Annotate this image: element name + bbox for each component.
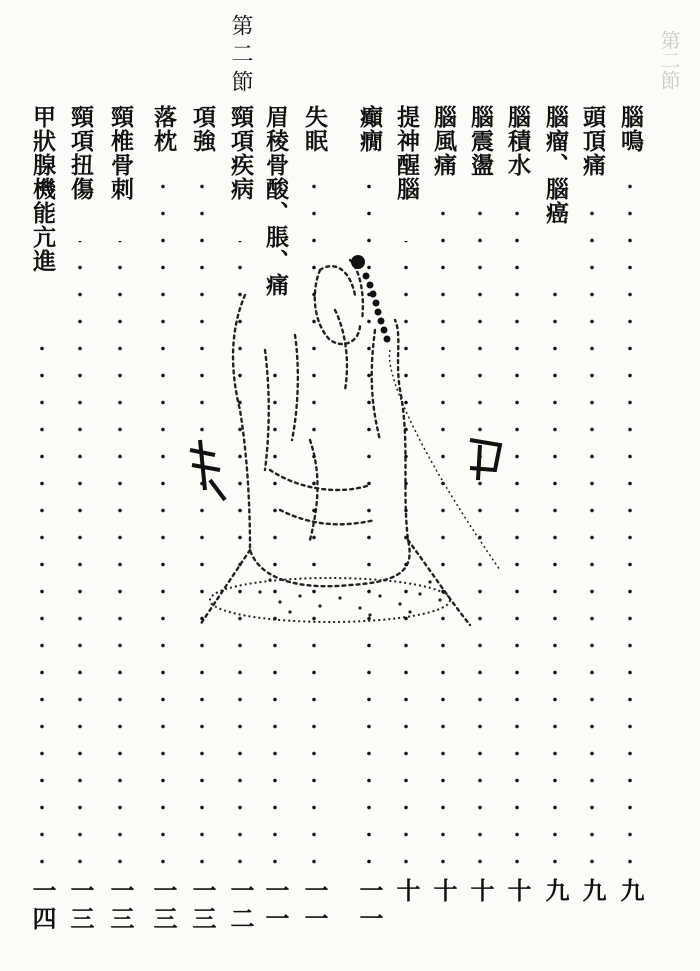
dot-leader (590, 210, 594, 875)
toc-entry-title: 腦積水 (504, 105, 531, 177)
dot-leader (441, 210, 445, 875)
toc-entry-title: 失眠 (301, 105, 328, 153)
dot-leader (238, 241, 242, 875)
dot-leader (273, 365, 277, 875)
dot-leader (404, 241, 408, 875)
toc-entry (354, 105, 384, 875)
bleed-through-text: 第二節 (657, 30, 681, 90)
toc-page-number: 九 (616, 878, 645, 906)
toc-page-number: 九 (578, 878, 607, 906)
toc-entry (428, 105, 458, 875)
toc-page-number: 十 (503, 878, 532, 906)
dot-leader (553, 272, 557, 875)
dot-leader (367, 179, 371, 875)
dot-leader (118, 241, 122, 875)
toc-entry-title: 頭頂痛 (579, 105, 606, 177)
toc-page-number: 一一 (355, 878, 384, 934)
section-title: 第二節 (228, 14, 253, 98)
toc-entry (148, 105, 178, 875)
toc-entry (187, 105, 217, 875)
toc-page-number: 一三 (106, 878, 135, 934)
toc-entry (65, 105, 95, 875)
dot-leader (515, 210, 519, 875)
toc-entry (299, 105, 329, 875)
toc-page-number: 十 (466, 878, 495, 906)
toc-page-number: 一一 (261, 878, 290, 934)
toc-entry (260, 105, 290, 875)
toc-entry-title: 頸項扭傷 (67, 105, 94, 201)
dot-leader (78, 241, 82, 875)
toc-entry (105, 105, 135, 875)
dot-leader (628, 179, 632, 875)
toc-entry-title: 落枕 (150, 105, 177, 153)
toc-page-number: 一三 (149, 878, 178, 934)
dot-leader (40, 334, 44, 875)
toc-entry (391, 105, 421, 875)
toc-page-number: 一三 (66, 878, 95, 934)
toc-entry-title: 腦鳴 (617, 105, 644, 153)
toc-entry-title: 頸椎骨刺 (107, 105, 134, 201)
dot-leader (312, 179, 316, 875)
toc-entry-title: 眉稜骨酸、脹、痛 (262, 105, 289, 297)
toc-entry (577, 105, 607, 875)
toc-entry-title: 甲狀腺機能亢進 (29, 105, 56, 273)
toc-entry (540, 105, 570, 875)
toc-entry-title: 項強 (189, 105, 216, 153)
dot-leader (478, 210, 482, 875)
toc-entry (465, 105, 495, 875)
toc-entry (615, 105, 645, 875)
toc-page-number: 十 (429, 878, 458, 906)
toc-entry (225, 105, 255, 875)
toc-entry-title: 腦震盪 (467, 105, 494, 177)
toc-entry-title: 頸項疾病 (227, 105, 254, 201)
toc-page-number: 一三 (188, 878, 217, 934)
toc-entry-title: 腦瘤、腦癌 (542, 105, 569, 225)
toc-entry-title: 提神醒腦 (393, 105, 420, 201)
toc-page-number: 一四 (28, 878, 57, 934)
toc-page-number: 一一 (300, 878, 329, 934)
toc-entry (502, 105, 532, 875)
toc-page-number: 一二 (226, 878, 255, 934)
toc-entry (27, 105, 57, 875)
toc-entry-title: 癲癇 (356, 105, 383, 153)
toc-page-number: 九 (541, 878, 570, 906)
dot-leader (200, 179, 204, 875)
toc-page-number: 十 (392, 878, 421, 906)
toc-entry-title: 腦風痛 (430, 105, 457, 177)
dot-leader (161, 179, 165, 875)
